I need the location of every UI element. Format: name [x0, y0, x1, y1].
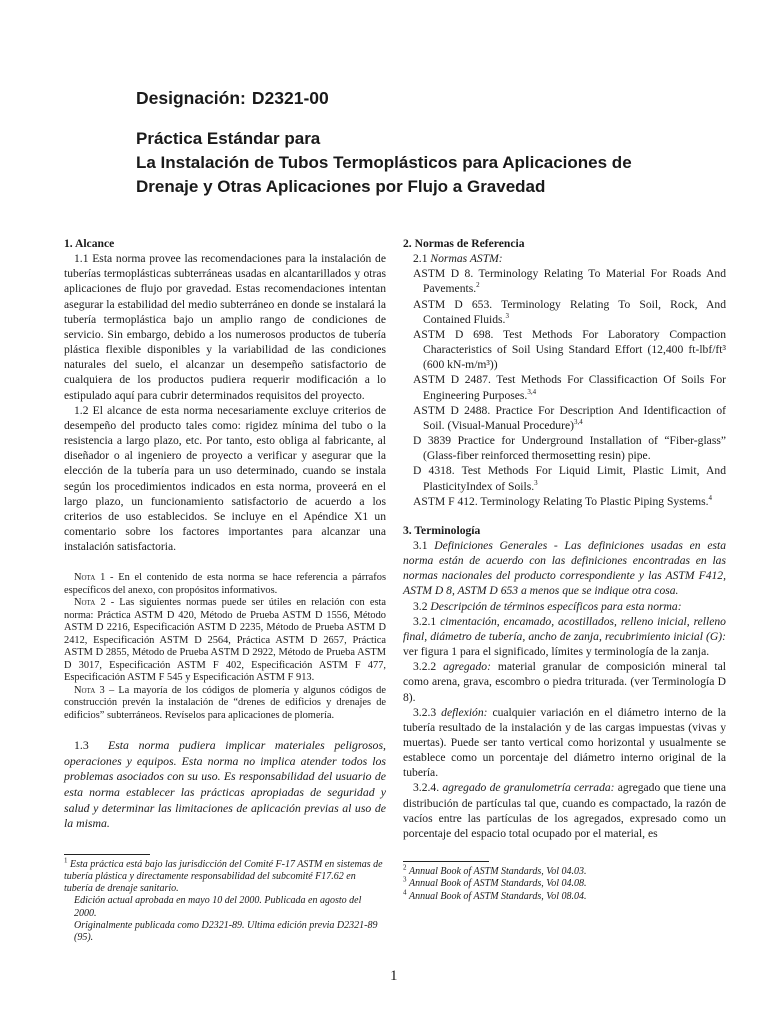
reference-text: ASTM D 2488. Practice For Description And Identificaction of Soil. (Visual-Manual Procedure): [413, 403, 726, 432]
reference-item: [413, 266, 726, 296]
reference-item: [413, 433, 726, 463]
footnote-1-edition: Edición actual aprobada en mayo 10 del 2000. Publicada en agosto del 2000.: [74, 895, 362, 919]
paragraph-3-2-2-number: 3.2.2: [413, 660, 437, 674]
reference-item: [413, 494, 726, 509]
reference-item: [413, 327, 726, 372]
paragraph-3-1: [403, 538, 726, 599]
footnote: [403, 888, 726, 903]
paragraph-3-2-2-text: material granular de composición mineral tal como arena, grava, escombro o piedra triturada. (ver Terminología D 8).: [403, 660, 726, 704]
footnote-rule: [64, 854, 150, 855]
reference-item: [413, 463, 726, 493]
reference-item: [413, 372, 726, 402]
footnote-1-text: Esta práctica está bajo las jurisdicción del Comité F-17 ASTM en sistemas de tubería plástica y directamente responsabilidad del subcomité F17.62 en tubería de drenaje sanitario.: [64, 858, 383, 895]
paragraph-3-2-2: [403, 659, 726, 704]
page-number: 1: [390, 968, 398, 984]
paragraph-3-2: [403, 599, 726, 614]
reference-superscript: 3: [534, 478, 538, 487]
footnote-1-original: Originalmente publicada como D2321-89. Ultima edición previa D2321-89 (95).: [74, 919, 378, 944]
title-line-3: Drenaje y Otras Aplicaciones por Flujo a Gravedad: [136, 177, 546, 196]
designation: [136, 88, 696, 109]
reference-text: ASTM D 8. Terminology Relating To Material For Roads And Pavements.: [413, 267, 726, 296]
paragraph-3-2-4-number: 3.2.4.: [413, 781, 440, 795]
footnote-1: [64, 856, 386, 896]
subsection-2-1: [403, 251, 726, 266]
section-3-heading: 3. Terminología: [403, 523, 481, 537]
footnote: [403, 875, 726, 890]
right-column: [403, 236, 726, 903]
reference-superscript: 3,4: [527, 387, 537, 396]
footnote-rule: [403, 861, 489, 862]
left-column: [64, 236, 386, 944]
reference-superscript: 3: [505, 311, 509, 320]
note-3-text: 3 – La mayoría de los códigos de plomería y algunos códigos de construcción prevén la instalación de “drenes de edificios y drenajes de edificios” subterráneos. Revíselos para aplicaciones de plomería.: [64, 684, 386, 721]
footnote-mark: 3: [403, 875, 407, 884]
paragraph-3-2-4-term: agregado de granulometría cerrada:: [442, 781, 615, 795]
designation-code: D2321-00: [251, 88, 329, 108]
document-header: [136, 88, 696, 199]
footnote-text: Annual Book of ASTM Standards, Vol 04.08.: [409, 878, 587, 890]
title-line-2: La Instalación de Tubos Termoplásticos para Aplicaciones de: [136, 153, 632, 172]
paragraph-1-2: 1.2 El alcance de esta norma necesariamente excluye criterios de desempeño del producto tales como: rigidez mínima del tubo o la resistencia a largo plazo, etc. Por tanto, esto obliga al fabricante, al diseñador o al ingeniero de proyecto a verificar y asegurar que la elección de la tubería para un uso determinado, cuando se instala según los procedimientos indicados en esta norma, proveerá en el largo plazo, un funcionamiento satisfactorio de acuerdo a los criterios de uso establecidos. Se incluye en el Apéndice X1 un comentario sobre los factores importantes para alcanzar una instalación satisfactoria.: [64, 403, 386, 554]
reference-item: [413, 403, 726, 433]
footnote: [403, 863, 726, 878]
section-1-heading: 1. Alcance: [64, 237, 115, 250]
paragraph-3-2-1-term: cimentación, encamado, acostillados, relleno inicial, relleno final, diámetro de tubería, ancho de zanja, recubrimiento inicial (G):: [403, 614, 726, 643]
paragraph-3-2-3: [403, 705, 726, 781]
reference-text: ASTM D 653. Terminology Relating To Soil, Rock, And Contained Fluids.: [413, 297, 726, 326]
paragraph-3-2-1: [403, 614, 726, 659]
note-2: [64, 597, 386, 685]
paragraph-3-2-3-term: deflexión:: [441, 705, 488, 719]
paragraph-3-2-1-number: 3.2.1: [413, 614, 437, 628]
paragraph-3-2-2-term: agregado:: [443, 660, 491, 674]
note-1: [64, 572, 386, 597]
paragraph-3-2-3-number: 3.2.3: [413, 705, 437, 719]
subsection-2-1-label: Normas ASTM:: [430, 252, 503, 266]
reference-text: ASTM D 698. Test Methods For Laboratory Compaction Characteristics of Soil Using Standard Effort (12,400 ft-lbf/ft³ (600 kN-m/m³)): [413, 327, 726, 372]
paragraph-3-1-text: Definiciones Generales - Las definiciones usadas en esta norma están de acuerdo con las definiciones encontradas en las normas nacionales del producto correspondiente y las ASTM F412, ASTM D 8, ASTM D 653 a menos que se indique otra cosa.: [403, 538, 726, 598]
paragraph-1-1: 1.1 Esta norma provee las recomendaciones para la instalación de tuberías termoplásticas subterráneas usadas en alcantarillados y otras aplicaciones de flujo por gravedad. Estas recomendaciones intentan asegurar la estabilidad del medio subterráneo en donde se instalará la tubería termoplástica bajo un amplio rango de condiciones de servicio. Sin embargo, debido a los numerosos productos de tubería plástica flexible disponibles y la variabilidad de las condiciones naturales del suelo, el alcanzar un desempeño satisfactorio de cualquiera de los productos pudiera requerir modificación a lo estipulado aquí para cubrir determinados requisitos del proyecto.: [64, 252, 386, 402]
paragraph-3-1-number: 3.1: [413, 538, 428, 552]
subsection-2-1-number: 2.1: [413, 252, 428, 266]
reference-text: ASTM D 2487. Test Methods For Classificaction Of Soils For Engineering Purposes.: [413, 373, 726, 402]
note-3-label: Nota: [74, 684, 96, 696]
designation-label: Designación:: [136, 88, 246, 108]
footnote-text: Annual Book of ASTM Standards, Vol 04.03.: [409, 866, 587, 878]
note-3: [64, 685, 386, 723]
paragraph-3-2-text: Descripción de términos específicos para esta norma:: [430, 599, 682, 613]
reference-item: [413, 297, 726, 327]
reference-text: D 4318. Test Methods For Liquid Limit, Plastic Limit, And PlasticityIndex of Soils.: [413, 464, 726, 493]
paragraph-1-3-text: Esta norma pudiera implicar materiales peligrosos, operaciones y equipos. Esta norma no implica atender todos los problemas asociados con su uso. Es responsabilidad del usuario de esta norma establecer las prácticas apropiadas de seguridad y salud y determinar las limitaciones de aplicación previas al uso de la misma.: [64, 738, 386, 831]
note-2-text: 2 - Las siguientes normas puede ser útiles en relación con esta norma: Práctica ASTM D 420, Método de Prueba ASTM D 1556, Método ASTM D 2216, Especificación ASTM D 2235, Método de Prueba ASTM D 2412, Especificación ASTM D 2564, Práctica ASTM D 2657, Práctica ASTM D 2855, Método de Prueba ASTM D 2922, Método de Prueba ASTM D 3017, Especificación ASTM F 402, Especificación ASTM F 477, Especificación ASTM F 545 y Especificación ASTM F 913.: [64, 597, 386, 684]
reference-superscript: 4: [708, 493, 713, 502]
reference-superscript: 3,4: [573, 418, 583, 427]
paragraph-1-3: [64, 738, 386, 832]
note-2-label: Nota: [74, 597, 96, 609]
title-line-1: Práctica Estándar para: [136, 129, 321, 148]
reference-superscript: 2: [476, 281, 480, 290]
paragraph-3-2-4-text: agregado que tiene una distribución de partículas tal que, cuando es compactado, la razón de vacíos entre las partículas de los agregados, expresado como un porcentaje del espacio total ocupado por el material, es: [403, 781, 726, 840]
paragraph-3-2-1-text: ver figura 1 para el significado, límites y terminología de la zanja.: [403, 645, 710, 659]
reference-text: D 3839 Practice for Underground Installation of “Fiber-glass” (Glass-fiber reinforced thermosetting resin) pipe.: [413, 434, 726, 463]
reference-text: ASTM F 412. Terminology Relating To Plastic Piping Systems.: [413, 494, 709, 508]
footnote-text: Annual Book of ASTM Standards, Vol 08.04.: [409, 890, 587, 902]
note-1-text: 1 - En el contenido de esta norma se hace referencia a párrafos específicos del anexo, con propósitos informativos.: [64, 572, 386, 596]
paragraph-3-2-3-text: cualquier variación en el diámetro interno de la tubería resultado de la instalación y de las cargas impuestas (vivas y muertas). Puede ser tanto vertical como horizontal y usualmente se establece como un porcentaje del diámetro interno original de la tubería.: [403, 705, 726, 780]
footnote-mark: 2: [403, 863, 407, 872]
section-2-heading: 2. Normas de Referencia: [403, 237, 525, 250]
footnote-1-mark: 1: [64, 856, 68, 865]
note-1-label: Nota: [74, 572, 96, 584]
paragraph-1-3-number: 1.3: [74, 738, 89, 753]
paragraph-3-2-4: [403, 780, 726, 841]
footnote-mark: 4: [403, 888, 407, 897]
paragraph-3-2-number: 3.2: [413, 599, 428, 613]
